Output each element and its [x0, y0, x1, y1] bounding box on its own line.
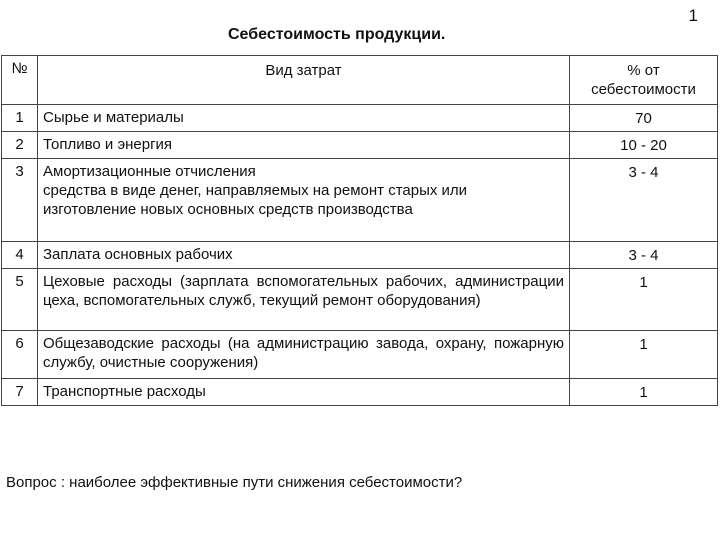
row-num: 3	[2, 159, 38, 242]
row-cost-type: Топливо и энергия	[38, 132, 570, 159]
table-row	[2, 269, 718, 331]
row-num: 4	[2, 242, 38, 269]
row-cost-type: Транспортные расходы	[38, 379, 570, 406]
row-percent: 1	[570, 331, 718, 379]
row-cost-type: Сырье и материалы	[38, 105, 570, 132]
page-number: 1	[688, 6, 698, 25]
row-num: 7	[2, 379, 38, 406]
header-num: №	[2, 56, 38, 105]
row-num: 1	[2, 105, 38, 132]
row-cost-detail: средства в виде денег, направляемых на ремонт старых или изготовление новых основных средств производства	[43, 182, 468, 218]
row-num: 6	[2, 331, 38, 379]
row-percent: 70	[570, 105, 718, 132]
row-percent: 1	[570, 269, 718, 331]
table-row	[2, 379, 718, 406]
row-cost-type: Общезаводские расходы (на администрацию завода, охрану, пожарную службу, очистные сооружения)	[38, 331, 570, 379]
row-percent: 1	[570, 379, 718, 406]
question-text: Вопрос : наиболее эффективные пути снижения себестоимости?	[6, 474, 463, 491]
table-row	[2, 242, 718, 269]
table-row	[2, 132, 718, 159]
row-num: 2	[2, 132, 38, 159]
row-num: 5	[2, 269, 38, 331]
row-cost-type: Цеховые расходы (зарплата вспомогательных рабочих, администрации цеха, вспомогательных служб, текущий ремонт оборудования)	[38, 269, 570, 331]
row-cost-type-cell	[38, 159, 570, 242]
row-percent: 3 - 4	[570, 242, 718, 269]
header-cost-type: Вид затрат	[38, 56, 570, 105]
table-row	[2, 105, 718, 132]
row-cost-type: Амортизационные отчисления	[43, 163, 256, 180]
table-row	[2, 331, 718, 379]
row-percent: 10 - 20	[570, 132, 718, 159]
table-row	[2, 159, 718, 242]
row-cost-type: Заплата основных рабочих	[38, 242, 570, 269]
table-header-row	[2, 56, 718, 105]
cost-table	[1, 55, 718, 406]
page-title: Себестоимость продукции.	[228, 26, 446, 43]
row-percent: 3 - 4	[570, 159, 718, 242]
header-percent: % от себестоимости	[570, 56, 718, 105]
